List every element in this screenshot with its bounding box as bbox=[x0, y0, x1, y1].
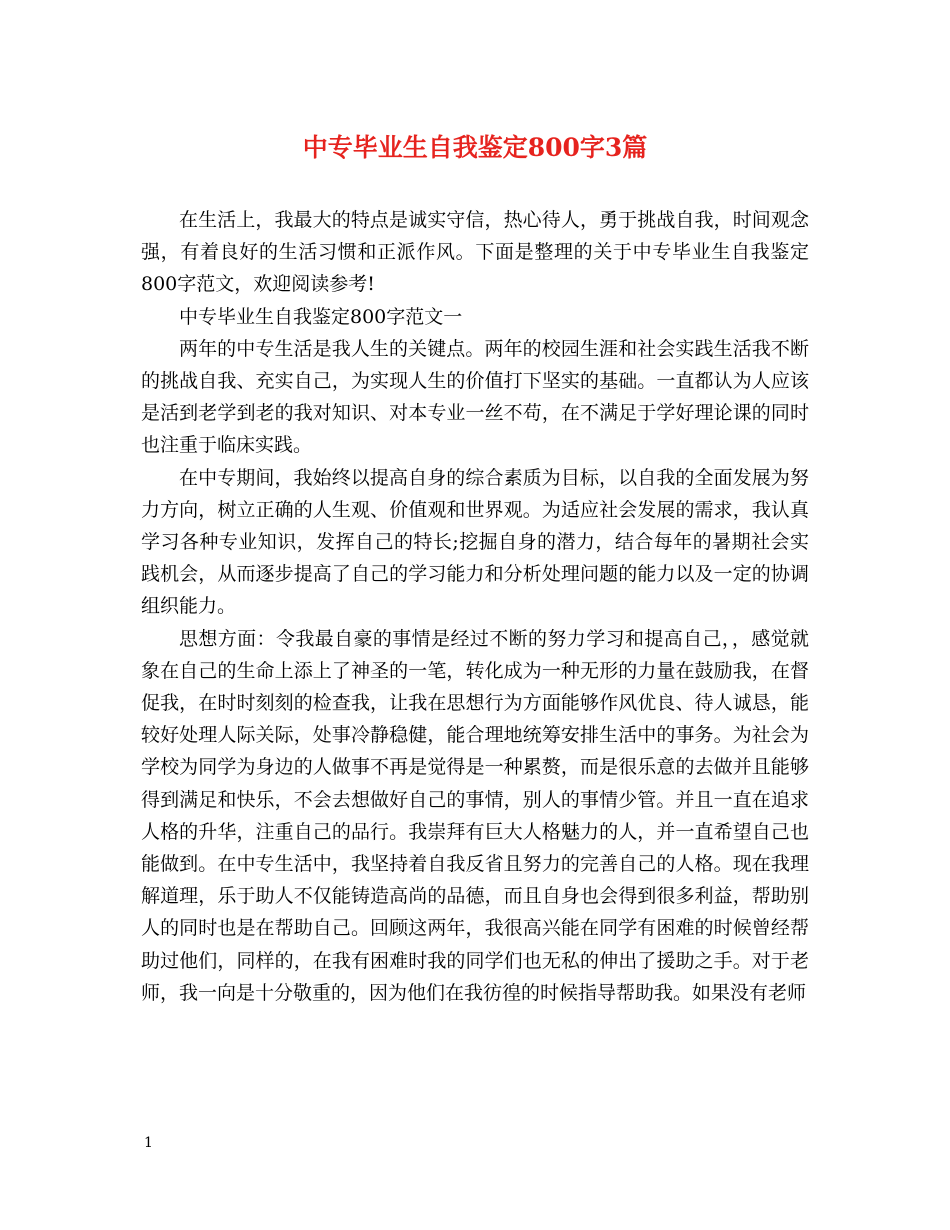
section-heading: 中专毕业生自我鉴定800字范文一 bbox=[179, 305, 463, 328]
paragraph: 思想方面：令我最自豪的事情是经过不断的努力学习和提高自己，，感觉就象在自己的生命上添上了神圣的一笔，转化成为一种无形的力量在鼓励我，在督促我，在时时刻刻的检查我，让我在思想行为方面能够作风优良、待人诚恳，能较好处理人际关际，处事冷静稳健，能合理地统筹安排生活中的事务。为社会为学校为同学为身边的人做事不再是觉得是一种累赘，而是很乐意的去做并且能够得到满足和快乐，不会去想做好自己的事情，别人的事情少管。并且一直在追求人格的升华，注重自己的品行。我崇拜有巨大人格魅力的人，并一直希望自己也能做到。在中专生活中，我坚持着自我反省且努力的完善自己的人格。现在我理解道理，乐于助人不仅能铸造高尚的品德，而且自身也会得到很多利益，帮助别人的同时也是在帮助自己。回顾这两年，我很高兴能在同学有困难的时候曾经帮助过他们，同样的，在我有困难时我的同学们也无私的伸出了援助之手。对于老师，我一向是十分敬重的，因为他们在我彷徨的时候指导帮助我。如果没有老师 bbox=[141, 627, 809, 1004]
document-body bbox=[141, 204, 809, 1009]
page-number: 1 bbox=[144, 1135, 153, 1151]
paragraph: 在中专期间，我始终以提高自身的综合素质为目标，以自我的全面发展为努力方向，树立正确的人生观、价值观和世界观。为适应社会发展的需求，我认真学习各种专业知识，发挥自己的特长;挖掘自身的潜力，结合每年的暑期社会实践机会，从而逐步提高了自己的学习能力和分析处理问题的能力以及一定的协调组织能力。 bbox=[141, 466, 809, 618]
document-title: 中专毕业生自我鉴定800字3篇 bbox=[302, 133, 648, 162]
paragraph-intro: 在生活上，我最大的特点是诚实守信，热心待人，勇于挑战自我，时间观念强，有着良好的生活习惯和正派作风。下面是整理的关于中专毕业生自我鉴定800字范文，欢迎阅读参考! bbox=[141, 209, 809, 296]
paragraph: 两年的中专生活是我人生的关键点。两年的校园生涯和社会实践生活我不断的挑战自我、充实自己，为实现人生的价值打下坚实的基础。一直都认为人应该是活到老学到老的我对知识、对本专业一丝不苟，在不满足于学好理论课的同时也注重于临床实践。 bbox=[141, 337, 809, 457]
